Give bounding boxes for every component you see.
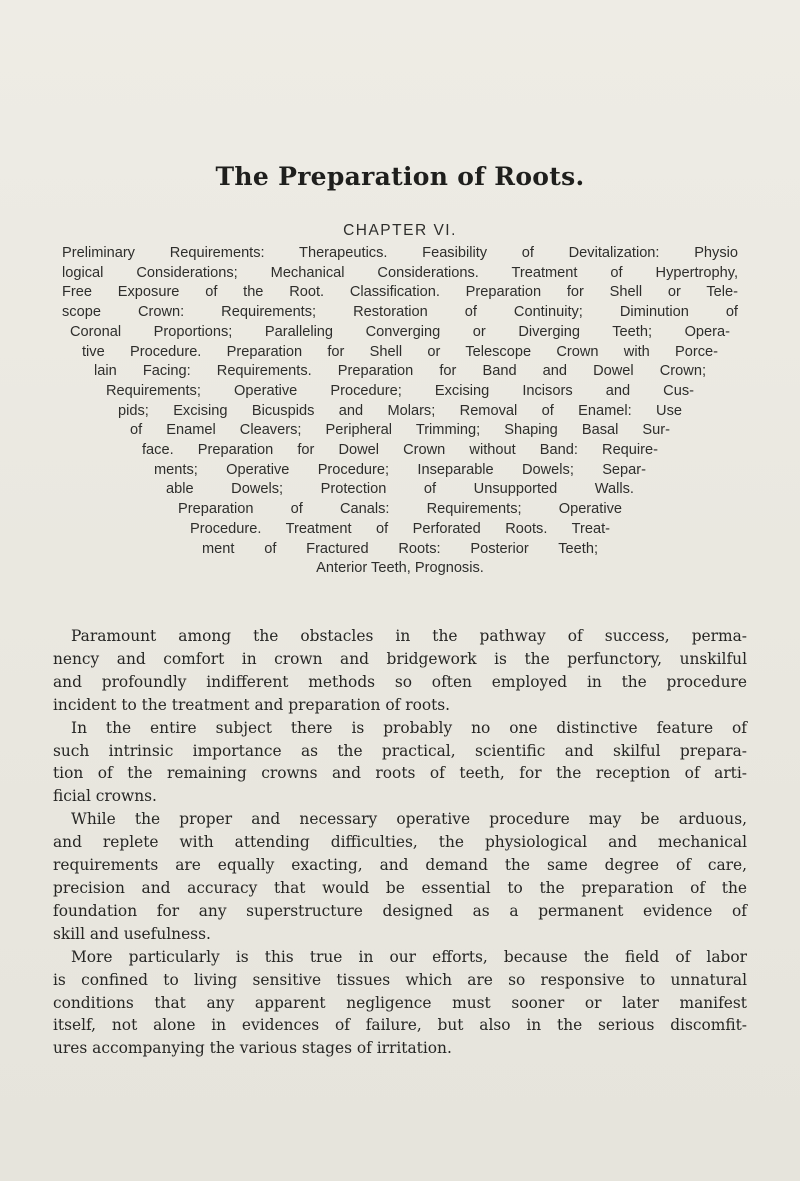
chapter-synopsis bbox=[62, 244, 738, 579]
paragraph-line: ficial crowns. bbox=[53, 787, 157, 806]
synopsis-line: scope Crown: Requirements; Restoration of Continuity; Diminution of bbox=[62, 304, 738, 321]
paragraph-line: skill and usefulness. bbox=[53, 924, 211, 943]
paragraph-line: and profoundly indifferent methods so often employed in the procedure bbox=[53, 672, 747, 691]
synopsis-line: Free Exposure of the Root. Classification. Preparation for Shell or Tele- bbox=[62, 284, 738, 301]
synopsis-line: lain Facing: Requirements. Preparation for Band and Dowel Crown; bbox=[94, 363, 706, 380]
synopsis-line: of Enamel Cleavers; Peripheral Trimming; Shaping Basal Sur- bbox=[130, 422, 670, 439]
paragraph-line: precision and accuracy that would be essential to the preparation of the bbox=[53, 878, 747, 897]
chapter-title: The Preparation of Roots. bbox=[215, 162, 585, 191]
paragraph-line: itself, not alone in evidences of failure, but also in the serious discomfit- bbox=[53, 1016, 747, 1035]
synopsis-line: Preparation of Canals: Requirements; Operative bbox=[178, 501, 622, 518]
synopsis-line: ment of Fractured Roots: Posterior Teeth; bbox=[202, 540, 598, 557]
paragraph-line: ures accompanying the various stages of irritation. bbox=[53, 1039, 452, 1058]
paragraph-line: is confined to living sensitive tissues which are so responsive to unnatural bbox=[53, 970, 747, 989]
paragraph-line: foundation for any superstructure designed as a permanent evidence of bbox=[53, 901, 747, 920]
paragraph-line: More particularly is this true in our efforts, because the field of labor bbox=[71, 947, 747, 966]
synopsis-line: Requirements; Operative Procedure; Excising Incisors and Cus- bbox=[106, 382, 694, 399]
synopsis-line: pids; Excising Bicuspids and Molars; Removal of Enamel: Use bbox=[118, 402, 682, 419]
synopsis-line: able Dowels; Protection of Unsupported Walls. bbox=[166, 481, 634, 498]
synopsis-line: Coronal Proportions; Paralleling Converging or Diverging Teeth; Opera- bbox=[70, 323, 730, 340]
synopsis-line: ments; Operative Procedure; Inseparable Dowels; Separ- bbox=[154, 461, 646, 478]
synopsis-line: logical Considerations; Mechanical Considerations. Treatment of Hypertrophy, bbox=[62, 264, 738, 281]
synopsis-line: Anterior Teeth, Prognosis. bbox=[316, 560, 484, 577]
synopsis-line: face. Preparation for Dowel Crown without Band: Require- bbox=[142, 442, 658, 459]
paragraph-line: In the entire subject there is probably no one distinctive feature of bbox=[71, 718, 747, 737]
paragraph-line: such intrinsic importance as the practical, scientific and skilful prepara- bbox=[53, 741, 747, 760]
synopsis-line: Procedure. Treatment of Perforated Roots. Treat- bbox=[190, 520, 610, 537]
body-text bbox=[53, 625, 747, 1060]
paragraph-line: requirements are equally exacting, and demand the same degree of care, bbox=[53, 856, 747, 875]
paragraph-line: and replete with attending difficulties, the physiological and mechanical bbox=[53, 833, 747, 852]
paragraph-line: tion of the remaining crowns and roots of teeth, for the reception of arti- bbox=[53, 764, 747, 783]
paragraph-line: incident to the treatment and preparation of roots. bbox=[53, 695, 451, 714]
paragraph-line: Paramount among the obstacles in the pathway of success, perma- bbox=[71, 627, 747, 645]
paragraph-line: nency and comfort in crown and bridgework is the perfunctory, unskilful bbox=[53, 649, 747, 668]
paragraph-line: While the proper and necessary operative procedure may be arduous, bbox=[71, 810, 747, 829]
synopsis-line: Preliminary Requirements: Therapeutics. Feasibility of Devitalization: Physio bbox=[62, 245, 738, 261]
synopsis-line: tive Procedure. Preparation for Shell or Telescope Crown with Porce- bbox=[82, 343, 718, 360]
paragraph-line: conditions that any apparent negligence must sooner or later manifest bbox=[53, 993, 747, 1012]
chapter-number: CHAPTER VI. bbox=[343, 222, 457, 239]
